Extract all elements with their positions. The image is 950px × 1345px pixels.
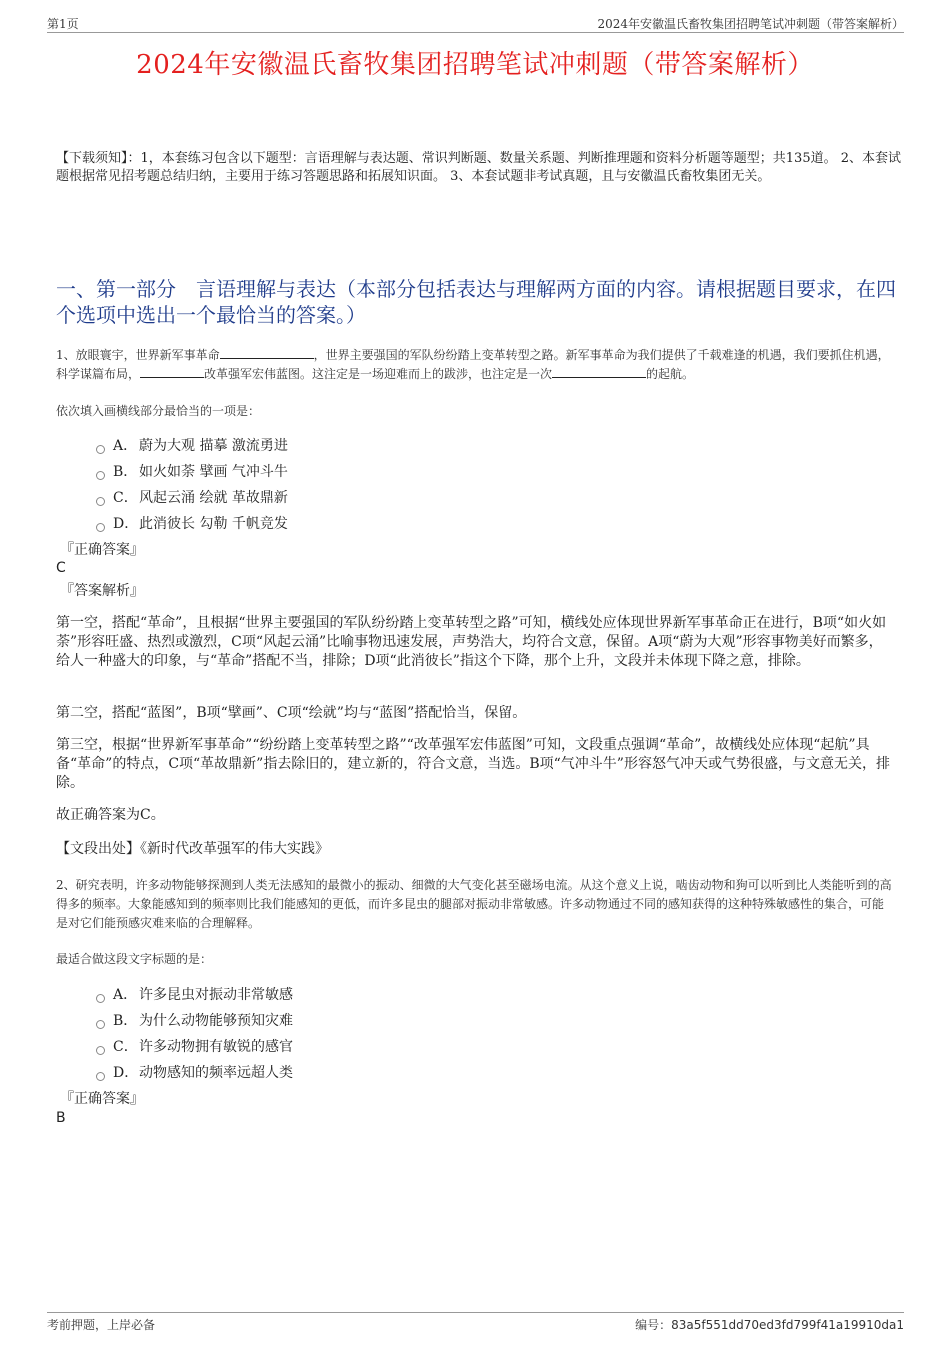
download-notice: 【下载须知】：1，本套练习包含以下题型：言语理解与表达题、常识判断题、数量关系题、判断推理题和资料分析题等题型；共135道。 2、本套试题根据常见招考题总结归纳，主要用于练习答题思路和拓展知识面。 3、本套试题非考试真题，且与安徽温氏畜牧集团无关。	[56, 151, 901, 184]
page-header	[47, 14, 904, 33]
page-footer	[47, 1312, 904, 1333]
fill-blank-3	[552, 365, 646, 378]
analysis-conclusion: 故正确答案为C。	[56, 807, 165, 823]
option-b[interactable]: B． 为什么动物能够预知灾难	[96, 1008, 293, 1034]
analysis-paragraph-2: 第二空，搭配“蓝图”，B项“擘画”、C项“绘就”均与“蓝图”搭配恰当，保留。	[56, 705, 527, 721]
radio-icon[interactable]	[96, 523, 105, 532]
header-doc-title: 2024年安徽温氏畜牧集团招聘笔试冲刺题（带答案解析）	[597, 17, 904, 31]
correct-answer: B	[56, 1110, 66, 1126]
question-1-prompt: 依次填入画横线部分最恰当的一项是：	[56, 404, 261, 418]
option-d[interactable]: D． 动物感知的频率远超人类	[96, 1060, 293, 1086]
footer-slogan: 考前押题，上岸必备	[47, 1318, 156, 1332]
question-2-options	[96, 982, 293, 1086]
stem-text: ，世界主要强国的军队纷纷踏上变革转型之路。新军事革命为我们提供了千载难逢的机遇，我们要抓住机遇，科学谋篇布局，	[56, 348, 890, 381]
radio-icon[interactable]	[96, 497, 105, 506]
question-2-stem: 2、研究表明，许多动物能够探测到人类无法感知的最微小的振动、细微的大气变化甚至磁场电流。从这个意义上说，啮齿动物和狗可以听到比人类能听到的高得多的频率。大象能感知到的频率则比我们能感知的更低，而许多昆虫的腿部对振动非常敏感。许多动物通过不同的感知获得的这种特殊敏感性的集合，可能是对它们能预感灾难来临的合理解释。	[56, 878, 892, 930]
footer-code: 编号：83a5f551dd70ed3fd799f41a19910da1	[635, 1318, 904, 1332]
option-a[interactable]: A． 许多昆虫对振动非常敏感	[96, 982, 293, 1008]
correct-answer: C	[56, 560, 66, 576]
question-1-options	[96, 433, 288, 537]
option-d[interactable]: D． 此消彼长 勾勒 千帆竞发	[96, 511, 288, 537]
analysis-paragraph-3: 第三空，根据“世界新军事革命”“纷纷踏上变革转型之路”“改革强军宏伟蓝图”可知，文段重点强调“革命”，故横线处应体现“起航”具备“革命”的特点，C项“革故鼎新”指去除旧的，建立新的，符合文意，当选。B项“气冲斗牛”形容怒气冲天或气势很盛，与文意无关，排除。	[56, 737, 890, 791]
option-a[interactable]: A． 蔚为大观 描摹 激流勇进	[96, 433, 288, 459]
page-number: 第1页	[47, 17, 79, 31]
radio-icon[interactable]	[96, 994, 105, 1003]
source-citation: 【文段出处】《新时代改革强军的伟大实践》	[56, 841, 329, 857]
stem-text: 改革强军宏伟蓝图。这注定是一场迎难而上的跋涉，也注定是一次	[204, 367, 553, 381]
section-heading: 一、第一部分 言语理解与表达（本部分包括表达与理解两方面的内容。请根据题目要求，在四个选项中选出一个最恰当的答案。）	[56, 277, 896, 327]
question-1-stem	[56, 346, 894, 384]
stem-text: 1、放眼寰宇，世界新军事革命	[56, 348, 220, 362]
option-b[interactable]: B． 如火如荼 擘画 气冲斗牛	[96, 459, 288, 485]
analysis-paragraph-1: 第一空，搭配“革命”，且根据“世界主要强国的军队纷纷踏上变革转型之路”可知，横线处应体现世界新军事革命正在进行，B项“如火如荼”形容旺盛、热烈或激烈，C项“风起云涌”比喻事物迅速发展，声势浩大，均符合文意，保留。A项“蔚为大观”形容事物美好而繁多，给人一种盛大的印象，与“革命”搭配不当，排除；D项“此消彼长”指这个下降，那个上升，文段并未体现下降之意，排除。	[56, 615, 887, 669]
radio-icon[interactable]	[96, 1020, 105, 1029]
option-c[interactable]: C． 风起云涌 绘就 革故鼎新	[96, 485, 288, 511]
option-c[interactable]: C． 许多动物拥有敏锐的感官	[96, 1034, 293, 1060]
radio-icon[interactable]	[96, 1072, 105, 1081]
question-2-prompt: 最适合做这段文字标题的是：	[56, 952, 213, 966]
fill-blank-1	[220, 346, 314, 359]
radio-icon[interactable]	[96, 445, 105, 454]
analysis-label: 『答案解析』	[60, 583, 144, 599]
radio-icon[interactable]	[96, 1046, 105, 1055]
fill-blank-2	[140, 365, 204, 378]
document-title: 2024年安徽温氏畜牧集团招聘笔试冲刺题（带答案解析）	[136, 50, 814, 80]
answer-label: 『正确答案』	[60, 542, 144, 558]
answer-label: 『正确答案』	[60, 1091, 144, 1107]
radio-icon[interactable]	[96, 471, 105, 480]
stem-text: 的起航。	[646, 367, 695, 381]
